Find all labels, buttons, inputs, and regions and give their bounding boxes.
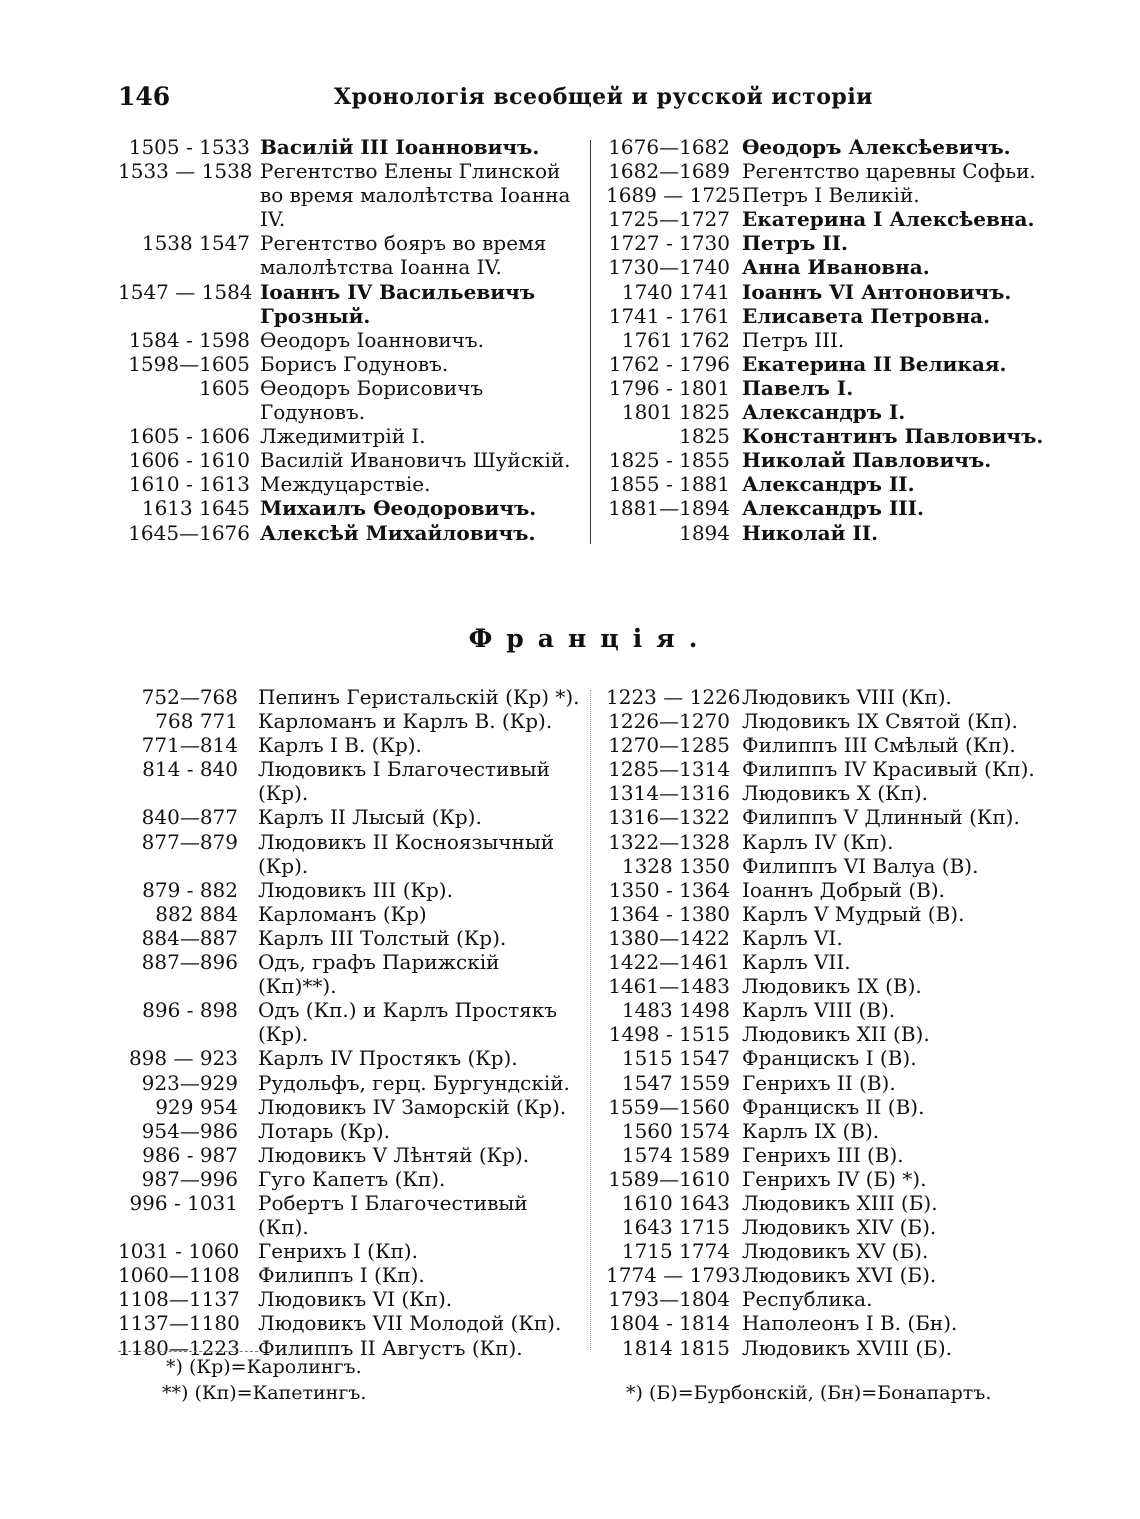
- reign-years: 1461—1483: [608, 974, 730, 999]
- ruler-name: Регентство Елены Глинской во время малолѣтства Іоанна IV.: [260, 159, 571, 232]
- chronology-entry: [606, 1071, 1070, 1095]
- chronology-entry: [606, 376, 1070, 400]
- reign-years: 879 - 882: [142, 877, 238, 902]
- ruler-name: Одъ (Кп.) и Карлъ Простякъ (Кр).: [258, 998, 557, 1047]
- chronology-entry: [606, 1336, 1070, 1360]
- ruler-name: Филиппъ V Длинный (Кп).: [742, 805, 1020, 830]
- ruler-name: Рудольфъ, герц. Бургундскій.: [258, 1070, 570, 1095]
- ruler-name: Людовикъ I Благочестивый (Кр).: [258, 757, 550, 806]
- reign-years: 1328 1350: [621, 853, 730, 878]
- chronology-entry: [606, 1263, 1070, 1287]
- reign-years: 1689 — 1725: [606, 183, 741, 208]
- reign-years: 1223 — 1226: [606, 685, 741, 709]
- reign-years: 1316—1322: [608, 805, 730, 830]
- chronology-entry: [606, 424, 1070, 448]
- ruler-name: Наполеонъ I В. (Бн).: [742, 1311, 958, 1336]
- ruler-name: Филиппъ III Смѣлый (Кп).: [742, 733, 1016, 758]
- chronology-entry: [606, 521, 1070, 545]
- ruler-name: Филиппъ VI Валуа (В).: [742, 853, 979, 878]
- ruler-name: Екатерина II Великая.: [742, 351, 1007, 376]
- reign-years: 1881—1894: [608, 496, 730, 521]
- reign-years: 896 - 898: [142, 998, 238, 1023]
- chronology-entry: [606, 400, 1070, 424]
- chronology-entry: [118, 496, 584, 520]
- page-number: 146: [118, 82, 171, 111]
- reign-years: 1643 1715: [621, 1215, 730, 1240]
- reign-years: 840—877: [141, 805, 238, 830]
- chronology-entry: [118, 135, 584, 159]
- ruler-name: Лжедимитрій I.: [260, 424, 426, 449]
- chronology-entry: [118, 231, 584, 279]
- ruler-name: Карлъ IX (В).: [742, 1118, 880, 1143]
- reign-years: 1589—1610: [608, 1166, 730, 1191]
- reign-years: 1422—1461: [608, 950, 730, 975]
- ruler-name: Междуцарствіе.: [260, 472, 431, 497]
- ruler-name: Петръ III.: [742, 327, 845, 352]
- reign-years: 1505 - 1533: [128, 135, 250, 159]
- reign-years: 987—996: [141, 1166, 238, 1191]
- ruler-name: Республика.: [742, 1287, 873, 1312]
- chronology-entry: [118, 1119, 584, 1143]
- reign-years: 1774 — 1793: [606, 1263, 741, 1288]
- chronology-entry: [606, 781, 1070, 805]
- chronology-entry: [606, 974, 1070, 998]
- ruler-name: Людовикъ VI (Кп).: [258, 1287, 453, 1312]
- ruler-name: Карлъ IV (Кп).: [742, 829, 894, 854]
- chronology-entry: [118, 472, 584, 496]
- ruler-name: Людовикъ III (Кр).: [258, 877, 453, 902]
- reign-years: 1364 - 1380: [608, 901, 730, 926]
- chronology-entry: [118, 950, 584, 998]
- footnote-carolingian: *) (Кр)=Каролингъ.: [166, 1356, 362, 1378]
- reign-years: 1613 1645: [141, 496, 250, 521]
- ruler-name: Василій III Іоанновичъ.: [260, 135, 540, 159]
- ruler-name: Людовикъ VIII (Кп).: [742, 685, 952, 709]
- ruler-name: Генрихъ II (В).: [742, 1070, 896, 1095]
- reign-years: 1559—1560: [608, 1094, 730, 1119]
- chronology-entry: [606, 1167, 1070, 1191]
- ruler-name: Людовикъ IV Заморскій (Кр).: [258, 1094, 567, 1119]
- reign-years: 1793—1804: [608, 1287, 730, 1312]
- reign-years: 814 - 840: [142, 757, 238, 782]
- chronology-entry: [606, 805, 1070, 829]
- chronology-entry: [118, 376, 584, 424]
- ruler-name: Людовикъ XII (В).: [742, 1022, 930, 1047]
- chronology-entry: [606, 902, 1070, 926]
- chronology-entry: [118, 1046, 584, 1070]
- chronology-entry: [606, 709, 1070, 733]
- ruler-name: Людовикъ V Лѣнтяй (Кр).: [258, 1142, 530, 1167]
- chronology-entry: [118, 902, 584, 926]
- ruler-name: Людовикъ IX (В).: [742, 974, 922, 999]
- ruler-name: Людовикъ XVI (Б).: [742, 1263, 937, 1288]
- chronology-entry: [606, 280, 1070, 304]
- chronology-entry: [606, 1191, 1070, 1215]
- reign-years: 1060—1108: [118, 1263, 240, 1288]
- ruler-name: Карлъ VII.: [742, 950, 851, 975]
- chronology-entry: [118, 1191, 584, 1239]
- chronology-entry: [118, 1143, 584, 1167]
- reign-years: 898 — 923: [128, 1046, 238, 1071]
- reign-years: 1727 - 1730: [608, 231, 730, 256]
- ruler-name: Людовикъ XV (Б).: [742, 1239, 929, 1264]
- reign-years: 1676—1682: [608, 135, 730, 159]
- reign-years: 1825 - 1855: [608, 448, 730, 473]
- chronology-entry: [118, 830, 584, 878]
- reign-years: 923—929: [141, 1070, 238, 1095]
- ruler-name: Ѳеодоръ Алексѣевичъ.: [742, 135, 1011, 159]
- ruler-name: Борисъ Годуновъ.: [260, 351, 449, 376]
- reign-years: 771—814: [141, 733, 238, 758]
- reign-years: 1740 1741: [621, 279, 730, 304]
- ruler-name: Карломанъ (Кр): [258, 901, 427, 926]
- ruler-name: Екатерина I Алексѣевна.: [742, 207, 1035, 232]
- ruler-name: Александръ II.: [742, 472, 915, 497]
- reign-years: 954—986: [141, 1118, 238, 1143]
- ruler-name: Лотарь (Кр).: [258, 1118, 391, 1143]
- chronology-entry: [606, 1022, 1070, 1046]
- reign-years: 1715 1774: [621, 1239, 730, 1264]
- ruler-name: Францискъ I (В).: [742, 1046, 917, 1071]
- ruler-name: Людовикъ VII Молодой (Кп).: [258, 1311, 562, 1336]
- ruler-name: Александръ III.: [742, 496, 924, 521]
- chronology-entry: [606, 878, 1070, 902]
- reign-years: 1598—1605: [128, 351, 250, 376]
- chronology-entry: [118, 805, 584, 829]
- ruler-name: Людовикъ XIII (Б).: [742, 1190, 938, 1215]
- chronology-entry: [118, 521, 584, 545]
- chronology-entry: [606, 448, 1070, 472]
- ruler-name: Николай II.: [742, 520, 879, 545]
- ruler-name: Карлъ I В. (Кр).: [258, 733, 422, 758]
- chronology-entry: [118, 1167, 584, 1191]
- reign-years: 1483 1498: [621, 998, 730, 1023]
- reign-years: 1031 - 1060: [118, 1239, 240, 1264]
- ruler-name: Филиппъ I (Кп).: [258, 1263, 425, 1288]
- chronology-entry: [606, 685, 1070, 709]
- reign-years: 1533 — 1538: [118, 159, 253, 184]
- reign-years: 1855 - 1881: [608, 472, 730, 497]
- reign-years: 1547 — 1584: [118, 279, 253, 304]
- ruler-name: Людовикъ IX Святой (Кп).: [742, 709, 1018, 734]
- chronology-entry: [118, 998, 584, 1046]
- ruler-name: Николай Павловичъ.: [742, 448, 992, 473]
- ruler-name: Михаилъ Ѳеодоровичъ.: [260, 496, 537, 521]
- reign-years: 1605: [199, 375, 250, 400]
- ruler-name: Іоаннъ Добрый (В).: [742, 877, 946, 902]
- chronology-entry: [118, 1311, 584, 1335]
- reign-years: 752—768: [141, 685, 238, 709]
- chronology-entry: [606, 1311, 1070, 1335]
- reign-years: 1761 1762: [621, 327, 730, 352]
- ruler-name: Генрихъ III (В).: [742, 1142, 904, 1167]
- reign-years: 887—896: [141, 950, 238, 975]
- chronology-entry: [118, 733, 584, 757]
- chronology-entry: [606, 1287, 1070, 1311]
- chronology-entry: [118, 352, 584, 376]
- reign-years: 1108—1137: [118, 1287, 240, 1312]
- chronology-entry: [118, 709, 584, 733]
- chronology-entry: [118, 1071, 584, 1095]
- ruler-name: Пепинъ Геристальскій (Кр) *).: [258, 685, 580, 709]
- reign-years: 1610 1643: [621, 1190, 730, 1215]
- chronology-entry: [606, 255, 1070, 279]
- chronology-entry: [606, 183, 1070, 207]
- chronology-entry: [118, 1095, 584, 1119]
- reign-years: 1180—1223: [118, 1335, 240, 1360]
- reign-years: 884—887: [141, 925, 238, 950]
- chronology-entry: [118, 757, 584, 805]
- russia-left-column: [118, 135, 584, 545]
- chronology-entry: [118, 280, 584, 328]
- chronology-entry: [118, 328, 584, 352]
- chronology-entry: [606, 496, 1070, 520]
- reign-years: 877—879: [141, 829, 238, 854]
- reign-years: 1498 - 1515: [608, 1022, 730, 1047]
- ruler-name: Петръ I Великій.: [742, 183, 920, 208]
- reign-years: 986 - 987: [142, 1142, 238, 1167]
- reign-years: 1380—1422: [608, 925, 730, 950]
- chronology-entry: [118, 448, 584, 472]
- chronology-entry: [606, 950, 1070, 974]
- chronology-entry: [118, 1263, 584, 1287]
- ruler-name: Карлъ II Лысый (Кр).: [258, 805, 482, 830]
- chronology-entry: [606, 1095, 1070, 1119]
- chronology-entry: [118, 878, 584, 902]
- reign-years: 1801 1825: [621, 400, 730, 425]
- ruler-name: Карлъ IV Простякъ (Кр).: [258, 1046, 518, 1071]
- reign-years: 996 - 1031: [129, 1190, 238, 1215]
- reign-years: 929 954: [155, 1094, 238, 1119]
- ruler-name: Павелъ I.: [742, 375, 854, 400]
- chronology-entry: [606, 231, 1070, 255]
- russia-column-divider: [590, 140, 591, 544]
- reign-years: 1314—1316: [608, 781, 730, 806]
- ruler-name: Францискъ II (В).: [742, 1094, 925, 1119]
- chronology-entry: [118, 424, 584, 448]
- chronology-entry: [606, 159, 1070, 183]
- reign-years: 1682—1689: [608, 159, 730, 184]
- ruler-name: Ѳеодоръ Іоанновичъ.: [260, 327, 484, 352]
- chronology-entry: [118, 159, 584, 231]
- reign-years: 1804 - 1814: [608, 1311, 730, 1336]
- footnote-rule: [118, 1351, 258, 1352]
- chronology-entry: [606, 830, 1070, 854]
- reign-years: 1515 1547: [621, 1046, 730, 1071]
- reign-years: 1610 - 1613: [128, 472, 250, 497]
- ruler-name: Регентство царевны Софьи.: [742, 159, 1036, 184]
- france-section-title: Франція.: [468, 624, 712, 653]
- ruler-name: Петръ II.: [742, 231, 848, 256]
- ruler-name: Іоаннъ VI Антоновичъ.: [742, 279, 1012, 304]
- ruler-name: Іоаннъ IV Васильевичъ Грозный.: [260, 279, 536, 328]
- ruler-name: Регентство бояръ во время малолѣтства Іоанна IV.: [260, 231, 547, 280]
- reign-years: 768 771: [155, 709, 238, 734]
- ruler-name: Константинъ Павловичъ.: [742, 424, 1044, 449]
- ruler-name: Карлъ VIII (В).: [742, 998, 896, 1023]
- reign-years: 1645—1676: [128, 520, 250, 545]
- chronology-entry: [606, 733, 1070, 757]
- chronology-entry: [606, 1046, 1070, 1070]
- chronology-entry: [606, 1119, 1070, 1143]
- chronology-entry: [606, 352, 1070, 376]
- ruler-name: Гуго Капетъ (Кп).: [258, 1166, 446, 1191]
- ruler-name: Филиппъ IV Красивый (Кп).: [742, 757, 1035, 782]
- chronology-entry: [606, 757, 1070, 781]
- france-column-divider: [590, 690, 591, 1350]
- reign-years: 1226—1270: [608, 709, 730, 734]
- reign-years: 1560 1574: [621, 1118, 730, 1143]
- reign-years: 1814 1815: [621, 1335, 730, 1360]
- reign-years: 1741 - 1761: [608, 303, 730, 328]
- chronology-entry: [606, 328, 1070, 352]
- chronology-entry: [606, 1143, 1070, 1167]
- reign-years: 1825: [679, 424, 730, 449]
- chronology-entry: [118, 685, 584, 709]
- chronology-entry: [606, 472, 1070, 496]
- ruler-name: Алексѣй Михайловичъ.: [260, 520, 536, 545]
- chronology-entry: [118, 1239, 584, 1263]
- reign-years: 1574 1589: [621, 1142, 730, 1167]
- ruler-name: Робертъ I Благочестивый (Кп).: [258, 1190, 528, 1240]
- chronology-entry: [606, 926, 1070, 950]
- ruler-name: Людовикъ XVIII (Б).: [742, 1335, 953, 1360]
- ruler-name: Ѳеодоръ Борисовичъ Годуновъ.: [260, 375, 484, 425]
- chronology-entry: [606, 304, 1070, 328]
- reign-years: 1762 - 1796: [608, 351, 730, 376]
- chronology-entry: [606, 135, 1070, 159]
- reign-years: 1285—1314: [608, 757, 730, 782]
- reign-years: 1725—1727: [608, 207, 730, 232]
- chronology-entry: [118, 1287, 584, 1311]
- ruler-name: Анна Ивановна.: [742, 255, 930, 280]
- ruler-name: Людовикъ X (Кп).: [742, 781, 928, 806]
- reign-years: 1796 - 1801: [608, 375, 730, 400]
- chronology-entry: [118, 926, 584, 950]
- reign-years: 1270—1285: [608, 733, 730, 758]
- reign-years: 1584 - 1598: [128, 327, 250, 352]
- ruler-name: Василій Ивановичъ Шуйскій.: [260, 448, 571, 473]
- ruler-name: Генрихъ IV (Б) *).: [742, 1166, 927, 1191]
- reign-years: 1606 - 1610: [128, 448, 250, 473]
- russia-right-column: [606, 135, 1070, 545]
- reign-years: 1894: [679, 520, 730, 545]
- chronology-entry: [606, 854, 1070, 878]
- reign-years: 1730—1740: [608, 255, 730, 280]
- ruler-name: Генрихъ I (Кп).: [258, 1239, 418, 1264]
- ruler-name: Карлъ III Толстый (Кр).: [258, 925, 507, 950]
- reign-years: 1322—1328: [608, 829, 730, 854]
- france-right-column: [606, 685, 1070, 1360]
- reign-years: 1605 - 1606: [128, 424, 250, 449]
- reign-years: 1350 - 1364: [608, 877, 730, 902]
- ruler-name: Карлъ VI.: [742, 925, 843, 950]
- ruler-name: Карлъ V Мудрый (В).: [742, 901, 965, 926]
- chronology-entry: [606, 1215, 1070, 1239]
- reign-years: 1137—1180: [118, 1311, 240, 1336]
- ruler-name: Александръ I.: [742, 400, 906, 425]
- ruler-name: Людовикъ II Косноязычный (Кр).: [258, 829, 555, 878]
- ruler-name: Людовикъ XIV (Б).: [742, 1215, 937, 1240]
- ruler-name: Елисавета Петровна.: [742, 303, 991, 328]
- reign-years: 1547 1559: [621, 1070, 730, 1095]
- footnote-bourbon-bonaparte: *) (Б)=Бурбонскій, (Бн)=Бонапартъ.: [626, 1382, 992, 1404]
- ruler-name: Карломанъ и Карлъ В. (Кр).: [258, 709, 553, 734]
- chronology-entry: [606, 1239, 1070, 1263]
- reign-years: 882 884: [155, 901, 238, 926]
- chronology-entry: [606, 998, 1070, 1022]
- reign-years: 1538 1547: [141, 231, 250, 256]
- footnote-capetian: **) (Кп)=Капетингъ.: [162, 1382, 367, 1404]
- ruler-name: Филиппъ II Августъ (Кп).: [258, 1335, 523, 1360]
- ruler-name: Одъ, графъ Парижскій (Кп)**).: [258, 950, 500, 999]
- running-title: Хронологія всеобщей и русской исторіи: [334, 84, 873, 110]
- france-left-column: [118, 685, 584, 1360]
- chronology-entry: [606, 207, 1070, 231]
